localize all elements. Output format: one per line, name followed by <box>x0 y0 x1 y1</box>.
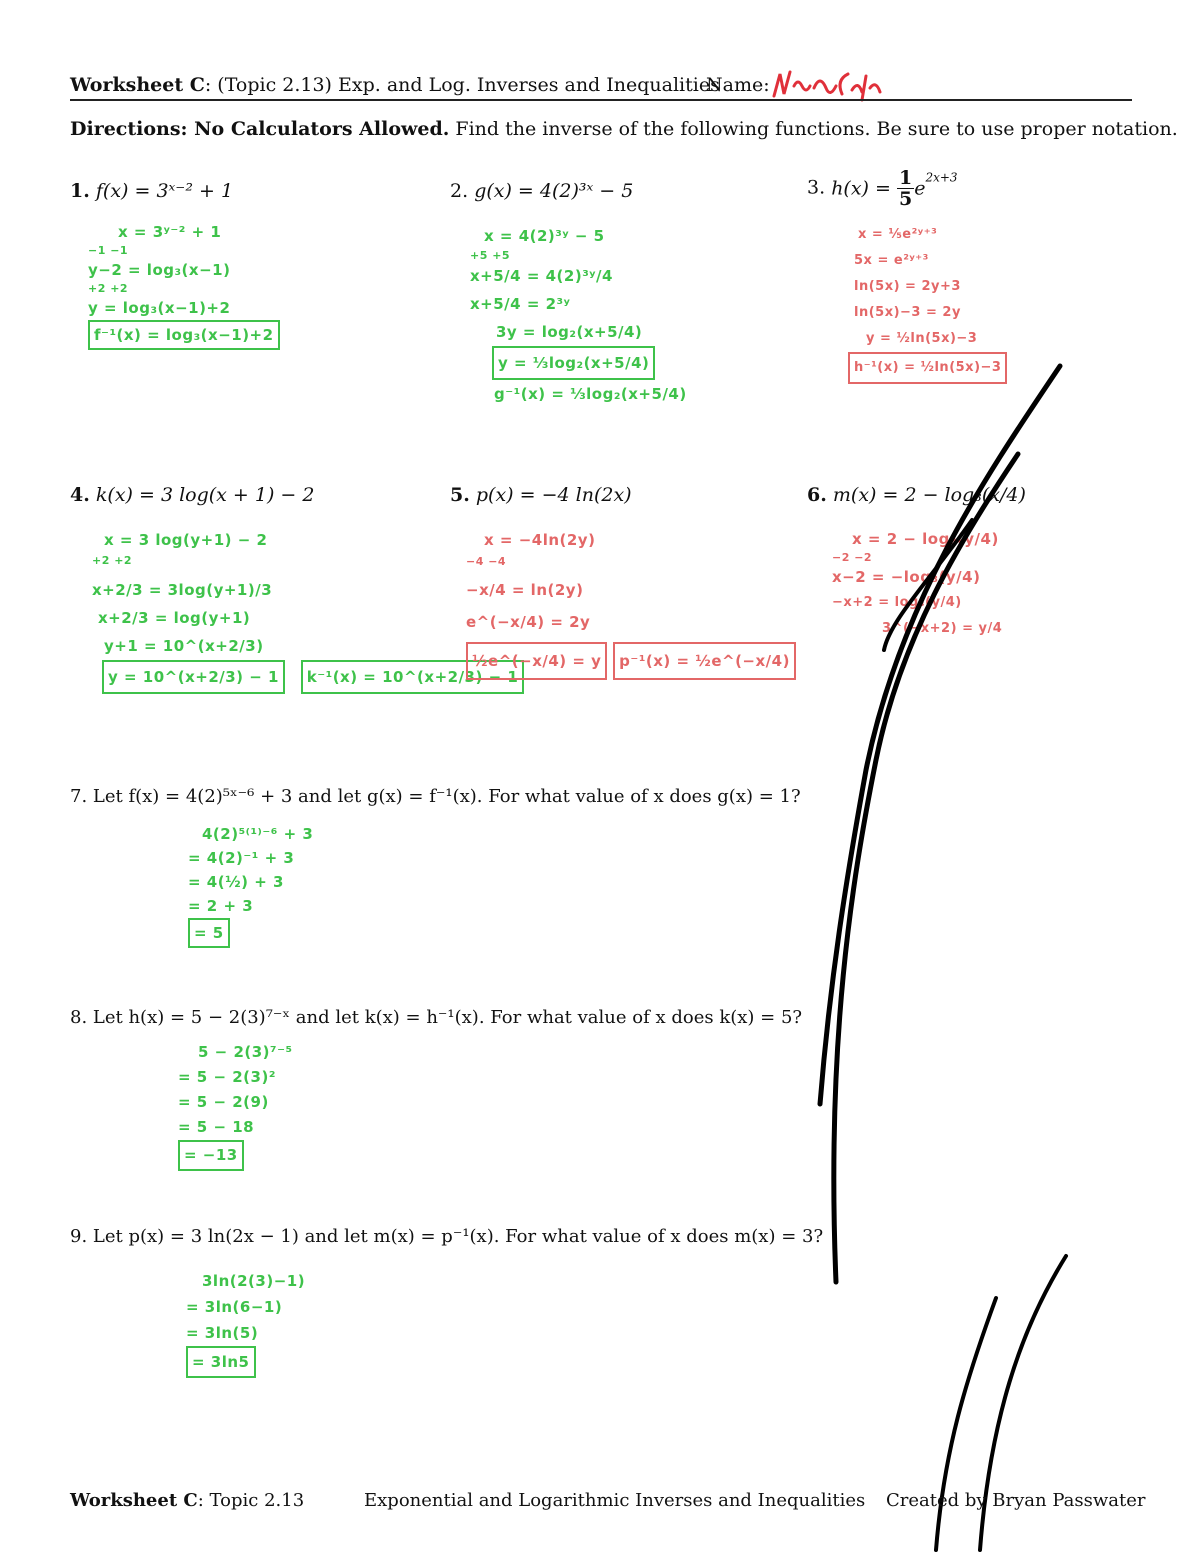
problem-1-number: 1. <box>70 180 90 202</box>
problem-6-expression: m(x) = 2 − log₃(x/4) <box>832 484 1026 506</box>
work-4-answer-box: k⁻¹(x) = 10^(x+2/3) − 1 <box>301 660 525 694</box>
work-6-line-5: 3^(−x+2) = y/4 <box>882 621 1003 636</box>
work-2-line-3: x+5/4 = 4(2)³ʸ/4 <box>470 267 613 285</box>
work-5-line-1: x = −4ln(2y) <box>484 531 596 549</box>
work-1-line-2: −1 −1 <box>88 244 129 257</box>
work-2-answer: g⁻¹(x) = ⅓log₂(x+5/4) <box>494 385 687 403</box>
work-5-line-4: e^(−x/4) = 2y <box>466 613 591 631</box>
work-2-line-5: 3y = log₂(x+5/4) <box>496 323 643 341</box>
footer-left <box>70 1490 304 1511</box>
work-5-answer-box: p⁻¹(x) = ½e^(−x/4) <box>613 642 796 680</box>
work-6-line-4: −x+2 = log₃(y/4) <box>832 595 962 610</box>
work-6-line-1: x = 2 − log₃(y/4) <box>852 530 999 548</box>
problem-1-expression: f(x) = 3ˣ⁻² + 1 <box>95 180 234 202</box>
work-1-line-3: y−2 = log₃(x−1) <box>88 261 231 279</box>
worksheet-title-bold: Worksheet C <box>70 74 205 96</box>
name-label: Name: <box>706 74 770 96</box>
work-4-line-3: x+2/3 = 3log(y+1)/3 <box>92 581 273 599</box>
work-4-line-1: x = 3 log(y+1) − 2 <box>104 531 268 549</box>
work-3-line-3: ln(5x) = 2y+3 <box>854 279 961 294</box>
footer-center: Exponential and Logarithmic Inverses and Inequalities <box>364 1490 866 1511</box>
work-1-answer-box: f⁻¹(x) = log₃(x−1)+2 <box>88 320 280 350</box>
problem-9: 9. Let p(x) = 3 ln(2x − 1) and let m(x) = p⁻¹(x). For what value of x does m(x) = 3? <box>70 1226 824 1247</box>
directions-bold: Directions: No Calculators Allowed. <box>70 118 450 140</box>
work-4-line-2: +2 +2 <box>92 554 133 567</box>
pen-stroke-1 <box>820 366 1060 1104</box>
work-4-line-5: y+1 = 10^(x+2/3) <box>104 637 264 655</box>
work-1-line-4: +2 +2 <box>88 282 129 295</box>
pen-stroke-4 <box>936 1298 996 1550</box>
work-3-line-1: x = ⅕e²ʸ⁺³ <box>858 227 938 242</box>
work-7-line-3: = 4(½) + 3 <box>188 873 284 891</box>
work-7-line-1: 4(2)⁵⁽¹⁾⁻⁶ + 3 <box>202 825 314 843</box>
worksheet-title-rest: : (Topic 2.13) Exp. and Log. Inverses and Inequalities <box>204 74 720 96</box>
problem-5-number: 5. <box>450 484 470 506</box>
work-9-line-3: = 3ln(5) <box>186 1324 259 1342</box>
footer-left-bold: Worksheet C <box>70 1490 198 1511</box>
problem-3-number: 3. <box>807 176 826 199</box>
work-3-line-2: 5x = e²ʸ⁺³ <box>854 253 929 268</box>
problem-2-expression: g(x) = 4(2)³ˣ − 5 <box>474 180 634 202</box>
problem-3-exponent: 2x+3 <box>925 170 958 185</box>
work-5-line-2: −4 −4 <box>466 555 507 568</box>
work-5-line-3: −x/4 = ln(2y) <box>466 581 584 599</box>
problem-3-base: e <box>914 177 926 200</box>
footer-left-rest: : Topic 2.13 <box>197 1490 305 1511</box>
work-5-boxed-line: ½e^(−x/4) = y <box>466 642 607 680</box>
work-7-answer-box: = 5 <box>188 918 230 948</box>
problem-4-expression: k(x) = 3 log(x + 1) − 2 <box>95 484 315 506</box>
work-4-boxed-line: y = 10^(x+2/3) − 1 <box>102 660 285 694</box>
work-2-line-1: x = 4(2)³ʸ − 5 <box>484 227 605 245</box>
problem-2-number: 2. <box>450 180 469 202</box>
work-9-line-2: = 3ln(6−1) <box>186 1298 283 1316</box>
work-3-line-4: ln(5x)−3 = 2y <box>854 305 961 320</box>
work-1-line-5: y = log₃(x−1)+2 <box>88 299 231 317</box>
work-3-answer-box: h⁻¹(x) = ½ln(5x)−3 <box>848 352 1007 384</box>
work-8-answer-box: = −13 <box>178 1140 244 1171</box>
work-8-line-3: = 5 − 2(9) <box>178 1093 269 1111</box>
work-2-line-4: x+5/4 = 2³ʸ <box>470 295 571 313</box>
work-8-line-1: 5 − 2(3)⁷⁻⁵ <box>198 1043 293 1061</box>
problem-5-expression: p(x) = −4 ln(2x) <box>475 484 632 506</box>
directions-text: Find the inverse of the following functions. Be sure to use proper notation. <box>449 118 1178 140</box>
work-6-line-2: −2 −2 <box>832 551 873 564</box>
footer-right: Created by Bryan Passwater <box>886 1490 1146 1511</box>
work-2-boxed-line: y = ⅓log₂(x+5/4) <box>492 346 655 380</box>
work-1-line-1: x = 3ʸ⁻² + 1 <box>118 223 222 241</box>
work-6-line-3: x−2 = −log₃(y/4) <box>832 568 981 586</box>
work-2-line-2: +5 +5 <box>470 249 511 262</box>
work-8-line-4: = 5 − 18 <box>178 1118 255 1136</box>
problem-8: 8. Let h(x) = 5 − 2(3)⁷⁻ˣ and let k(x) = h⁻¹(x). For what value of x does k(x) = 5? <box>70 1007 803 1028</box>
problem-4-number: 4. <box>70 484 90 506</box>
work-3-line-5: y = ½ln(5x)−3 <box>866 331 978 346</box>
problem-3-expression-pre: h(x) = <box>831 177 897 200</box>
work-4-line-4: x+2/3 = log(y+1) <box>98 609 251 627</box>
problem-6-number: 6. <box>807 484 827 506</box>
work-9-answer-box: = 3ln5 <box>186 1346 256 1378</box>
fraction-denominator: 5 <box>898 188 913 210</box>
fraction-numerator: 1 <box>898 167 913 189</box>
problem-7: 7. Let f(x) = 4(2)⁵ˣ⁻⁶ + 3 and let g(x) = f⁻¹(x). For what value of x does g(x) = 1? <box>70 786 801 807</box>
work-8-line-2: = 5 − 2(3)² <box>178 1068 276 1086</box>
work-7-line-4: = 2 + 3 <box>188 897 254 915</box>
work-7-line-2: = 4(2)⁻¹ + 3 <box>188 849 295 867</box>
work-9-line-1: 3ln(2(3)−1) <box>202 1272 306 1290</box>
